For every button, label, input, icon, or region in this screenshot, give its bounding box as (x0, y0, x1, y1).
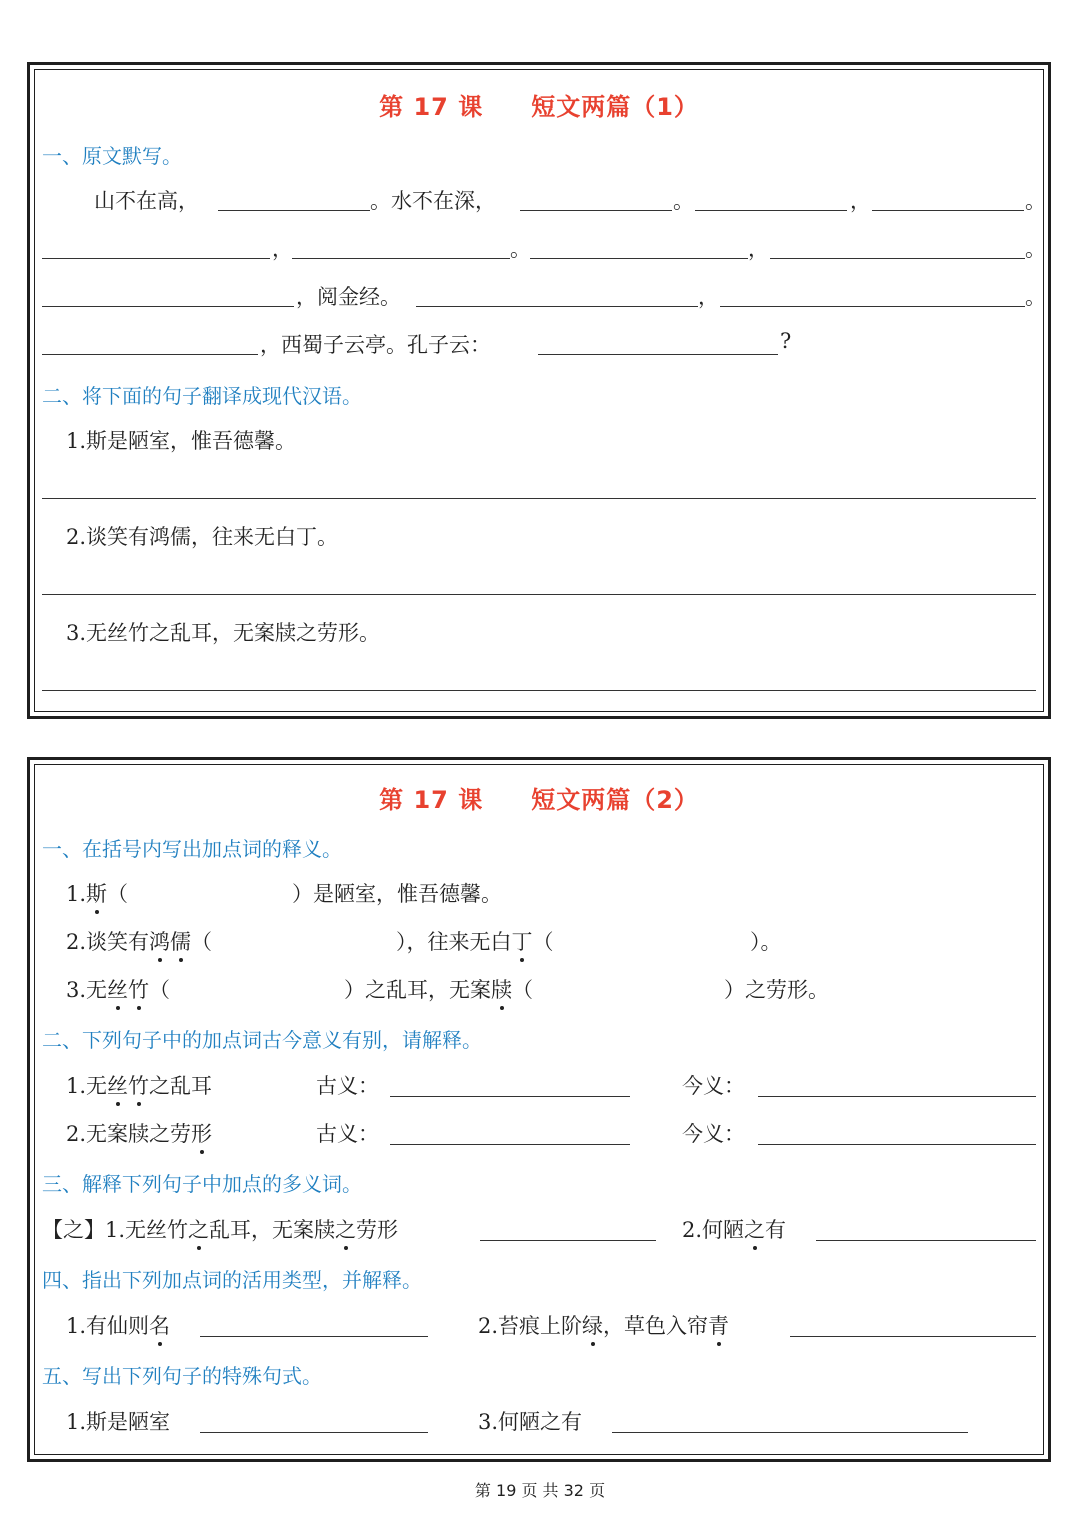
section-heading-polysemy: 三、解释下列句子中加点的多义词。 (42, 1172, 362, 1196)
punctuation: 。 (510, 237, 531, 261)
answer-blank[interactable] (872, 210, 1024, 211)
modern-meaning-label: 今义： (682, 1074, 745, 1098)
dotted-word: 青 (708, 1310, 729, 1340)
section-heading-recitation: 一、原文默写。 (42, 144, 182, 168)
definition-item-3-mid (344, 974, 533, 1004)
ancient-modern-item-2 (66, 1118, 212, 1148)
translation-question-1: 1.斯是陋室，惟吾德馨。 (66, 429, 297, 453)
answer-blank[interactable] (42, 306, 294, 307)
usage-item-1 (66, 1310, 170, 1340)
section-heading-ancient-modern: 二、下列句子中的加点词古今意义有别，请解释。 (42, 1028, 482, 1052)
punctuation: ， (272, 237, 293, 261)
modern-meaning-label: 今义： (682, 1122, 745, 1146)
answer-blank[interactable] (612, 1432, 968, 1433)
answer-blank[interactable] (480, 1240, 656, 1241)
item-text: 乱耳，无案牍 (209, 1218, 336, 1242)
answer-blank[interactable] (538, 354, 778, 355)
answer-blank[interactable] (42, 354, 258, 355)
dotted-word: 竹 (128, 1070, 149, 1100)
answer-blank[interactable] (218, 210, 370, 211)
item-prefix: 1.有仙则 (66, 1314, 150, 1338)
dotted-word: 之 (188, 1214, 209, 1244)
dotted-word: 之 (744, 1214, 765, 1244)
punctuation: ， (698, 285, 719, 309)
part2-title (30, 780, 1048, 815)
item-text: ）之乱耳，无案 (344, 978, 491, 1002)
answer-blank[interactable] (695, 210, 847, 211)
part1-title (30, 87, 1048, 122)
answer-blank[interactable] (42, 258, 270, 259)
dotted-word: 斯 (86, 878, 107, 908)
dotted-word: 之 (335, 1214, 356, 1244)
paren-open: （ (512, 978, 533, 1002)
definition-item-1 (66, 878, 128, 908)
paren-open: （ (191, 930, 213, 954)
polysemy-item (42, 1214, 398, 1244)
item-prefix: 2.苔痕上阶 (478, 1314, 583, 1338)
section-heading-word-usage: 四、指出下列加点词的活用类型，并解释。 (42, 1268, 422, 1292)
punctuation: ， (850, 189, 871, 213)
answer-line[interactable] (42, 594, 1036, 595)
answer-blank[interactable] (758, 1096, 1036, 1097)
definition-item-3 (66, 974, 170, 1004)
punctuation: 。 (673, 189, 694, 213)
section-heading-definitions: 一、在括号内写出加点词的释义。 (42, 837, 342, 861)
definition-item-2 (66, 926, 212, 956)
dotted-word: 绿 (582, 1310, 603, 1340)
pattern-item-3: 3.何陋之有 (478, 1410, 583, 1434)
answer-blank[interactable] (816, 1240, 1036, 1241)
punctuation: 。 (1025, 189, 1046, 213)
item-prefix: 1.无 (66, 1074, 108, 1098)
dotted-word: 形 (191, 1118, 212, 1148)
verse-text: 。水不在深， (370, 189, 496, 213)
usage-item-2 (478, 1310, 729, 1340)
ancient-meaning-label: 古义： (316, 1074, 379, 1098)
item-prefix: 1.无丝竹 (105, 1218, 189, 1242)
lesson-number: 第 17 课 (379, 786, 484, 814)
answer-blank[interactable] (530, 258, 748, 259)
answer-blank[interactable] (200, 1432, 428, 1433)
answer-line[interactable] (42, 690, 1036, 691)
punctuation: 。 (1025, 237, 1046, 261)
answer-blank[interactable] (390, 1144, 630, 1145)
answer-blank[interactable] (758, 1144, 1036, 1145)
definition-item-2-rest: ）。 (750, 930, 782, 954)
dotted-word: 丝 (107, 1070, 128, 1100)
answer-blank[interactable] (390, 1096, 630, 1097)
verse-text: ，阅金经。 (296, 285, 401, 309)
paren-open: （ (532, 930, 554, 954)
dotted-word: 名 (149, 1310, 170, 1340)
dotted-word: 竹 (128, 974, 149, 1004)
ancient-meaning-label: 古义： (316, 1122, 379, 1146)
answer-blank[interactable] (770, 258, 1025, 259)
lesson-title: 短文两篇（1） (531, 93, 699, 121)
punctuation: 。 (1025, 285, 1046, 309)
translation-question-2: 2.谈笑有鸿儒，往来无白丁。 (66, 525, 339, 549)
answer-blank[interactable] (790, 1336, 1036, 1337)
lesson-number: 第 17 课 (379, 93, 484, 121)
ancient-modern-item-1 (66, 1070, 212, 1100)
dotted-word: 丁 (512, 926, 533, 956)
section-heading-sentence-patterns: 五、写出下列句子的特殊句式。 (42, 1364, 322, 1388)
answer-blank[interactable] (416, 306, 698, 307)
polysemy-item-2 (682, 1214, 786, 1244)
dotted-word: 牍 (491, 974, 512, 1004)
item-text: ），往来无白 (396, 930, 512, 954)
dotted-word: 儒 (170, 926, 191, 956)
item-text: 有 (765, 1218, 787, 1242)
lesson-title: 短文两篇（2） (531, 786, 699, 814)
item-text: 劳形 (356, 1218, 399, 1242)
inner-border (34, 764, 1044, 1455)
verse-text: 山不在高， (94, 189, 199, 213)
item-prefix: 2.无案牍之劳 (66, 1122, 192, 1146)
item-prefix: 3.无 (66, 978, 108, 1002)
answer-blank[interactable] (292, 258, 510, 259)
answer-blank[interactable] (520, 210, 672, 211)
item-prefix: 2.何陋 (682, 1218, 745, 1242)
item-prefix: 2.谈笑有 (66, 930, 150, 954)
dotted-word: 鸿 (149, 926, 170, 956)
paren-open: （ (107, 882, 129, 906)
definition-item-3-rest: ）之劳形。 (724, 978, 829, 1002)
definition-item-2-mid (396, 926, 554, 956)
item-prefix: 1. (66, 882, 87, 906)
item-text: ，草色入帘 (603, 1314, 709, 1338)
translation-question-3: 3.无丝竹之乱耳，无案牍之劳形。 (66, 621, 381, 645)
punctuation: ， (748, 237, 769, 261)
target-word: 【之】 (42, 1218, 105, 1242)
answer-blank[interactable] (720, 306, 1025, 307)
worksheet-part-1 (27, 62, 1051, 719)
question-mark: ? (780, 329, 792, 353)
page-number: 第 19 页 共 32 页 (474, 1481, 606, 1500)
item-text: 之乱耳 (149, 1074, 213, 1098)
answer-blank[interactable] (200, 1336, 428, 1337)
answer-line[interactable] (42, 498, 1036, 499)
pattern-item-1: 1.斯是陋室 (66, 1410, 171, 1434)
worksheet-part-2 (27, 757, 1051, 1462)
definition-item-1-rest: ）是陋室，惟吾德馨。 (292, 882, 502, 906)
paren-open: （ (149, 978, 171, 1002)
section-heading-translation: 二、将下面的句子翻译成现代汉语。 (42, 384, 362, 408)
dotted-word: 丝 (107, 974, 128, 1004)
verse-text: ，西蜀子云亭。孔子云： (260, 333, 491, 357)
